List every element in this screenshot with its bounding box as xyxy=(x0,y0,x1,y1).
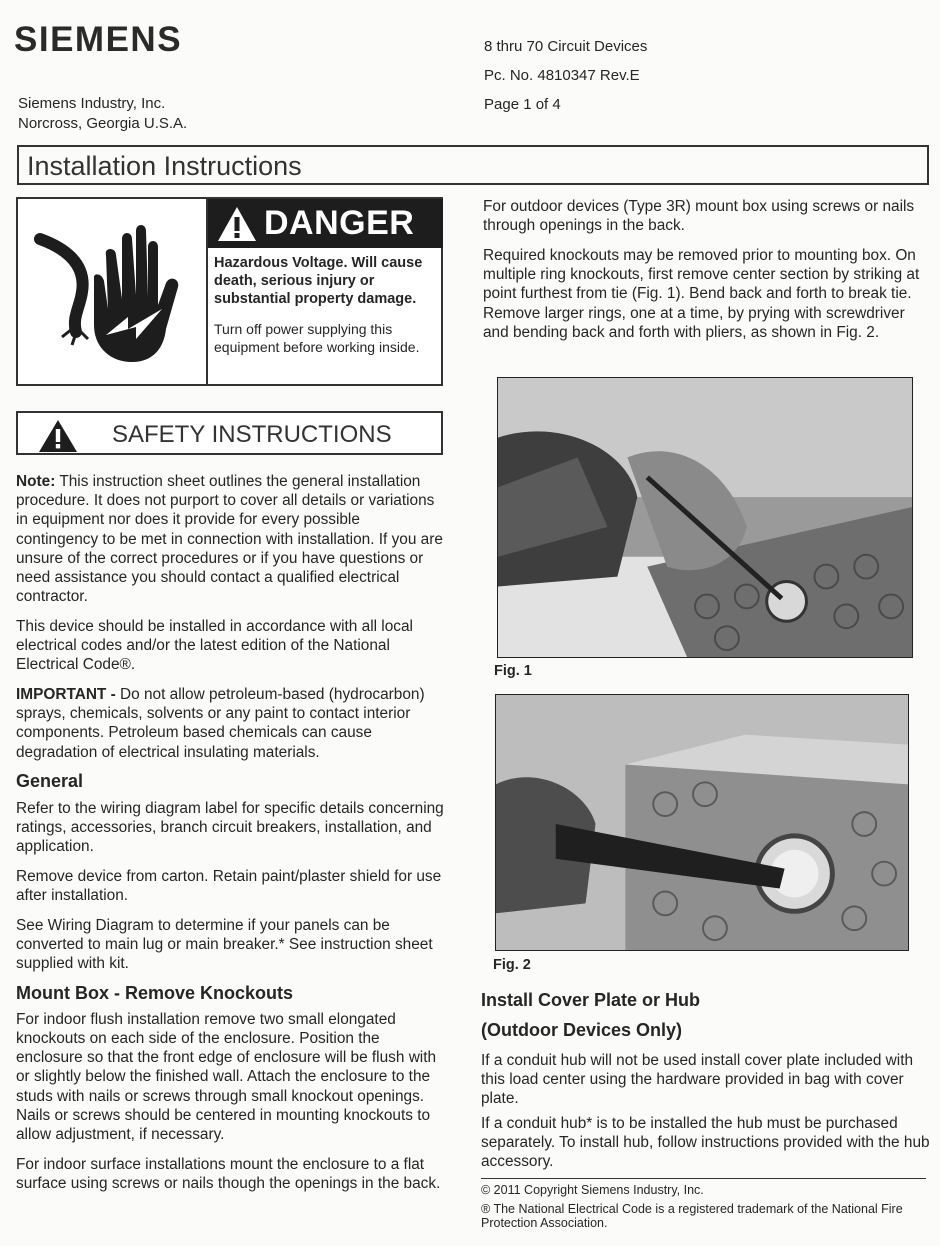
cover-plate-section xyxy=(481,985,936,1171)
note-label: Note: xyxy=(16,473,56,490)
warning-triangle-icon xyxy=(216,205,258,243)
cover-heading-1: Install Cover Plate or Hub xyxy=(481,990,701,1010)
cover-paragraph-2: If a conduit hub* is to be installed the hub must be purchased separately. To install hub, follow instructions provided with the hub accessory. xyxy=(481,1115,930,1170)
footer-divider xyxy=(481,1178,926,1179)
safety-label: SAFETY INSTRUCTIONS xyxy=(112,421,392,448)
figure-1-caption: Fig. 1 xyxy=(494,663,532,679)
important-text: Do not allow petroleum-based (hydrocarbon) sprays, chemicals, solvents or any paint to contact interior components. Petroleum based chemicals can cause degradation of electrical insulating materials. xyxy=(16,686,425,761)
right-column-intro xyxy=(483,197,933,352)
figure-2-caption: Fig. 2 xyxy=(493,957,531,973)
danger-word: DANGER xyxy=(264,204,415,242)
danger-panel xyxy=(206,199,443,384)
danger-instruction: Turn off power supplying this equipment before working inside. xyxy=(214,321,420,355)
figure-1-photo xyxy=(497,377,913,658)
note-paragraph xyxy=(16,472,446,606)
title-banner xyxy=(17,145,929,185)
outdoor-paragraph: For outdoor devices (Type 3R) mount box using screws or nails through openings in the back. xyxy=(483,198,915,235)
note-text: This instruction sheet outlines the general installation procedure. It does not purport to cover all details or variations in equipment nor does it provide for every possible contingency to be met in connection with installation. If you are unsure of the correct procedures or if you have questions or need assistance you should contact a qualified electrical contractor. xyxy=(16,473,443,606)
trademark-note: ® The National Electrical Code is a registered trademark of the National Fire Protection Association. xyxy=(481,1202,903,1230)
mount-paragraph-2: For indoor surface installations mount the enclosure to a flat surface using screws or nails though the openings in the back. xyxy=(16,1155,441,1192)
company-location: Norcross, Georgia U.S.A. xyxy=(18,115,188,132)
general-paragraph-2: Remove device from carton. Retain paint/plaster shield for use after installation. xyxy=(16,867,442,904)
page-number: Page 1 of 4 xyxy=(484,96,561,113)
figure-2-photo xyxy=(495,694,909,951)
company-name: Siemens Industry, Inc. xyxy=(18,95,166,112)
general-paragraph-1: Refer to the wiring diagram label for specific details concerning ratings, accessories, branch circuit breakers, installation, and application. xyxy=(16,799,444,855)
left-column xyxy=(16,472,446,1204)
general-paragraph-3: See Wiring Diagram to determine if your panels can be converted to main lug or main breaker.* See instruction sheet supplied with kit. xyxy=(16,916,433,972)
danger-box xyxy=(16,197,443,386)
company-address xyxy=(18,94,187,134)
document-title: 8 thru 70 Circuit Devices xyxy=(484,38,648,55)
cover-paragraph-1: If a conduit hub will not be used install cover plate included with this load center using the hardware provided in bag with cover plate. xyxy=(481,1052,914,1107)
danger-header xyxy=(208,199,443,248)
cover-heading-2: (Outdoor Devices Only) xyxy=(481,1020,683,1040)
mount-box-heading: Mount Box - Remove Knockouts xyxy=(16,982,294,1003)
warning-triangle-icon xyxy=(38,419,78,453)
siemens-logo: SIEMENS xyxy=(14,20,183,59)
important-paragraph xyxy=(16,685,446,762)
important-label: IMPORTANT - xyxy=(16,686,116,704)
document-info xyxy=(484,32,647,119)
part-number: Pc. No. 4810347 Rev.E xyxy=(484,67,640,84)
knockouts-paragraph: Required knockouts may be removed prior to mounting box. On multiple ring knockouts, first remove center section by striking at point furthest from tie (Fig. 1). Bend back and forth to break tie. Remove larger rings, one at a time, by prying with screwdriver and bending back and forth with pliers, as shown in Fig. 2. xyxy=(483,246,920,341)
danger-text xyxy=(208,248,443,356)
electric-shock-hand-icon xyxy=(32,217,192,367)
danger-warning: Hazardous Voltage. Will cause death, serious injury or substantial property damage. xyxy=(214,255,423,307)
page-title: Installation Instructions xyxy=(27,151,302,181)
copyright: © 2011 Copyright Siemens Industry, Inc. xyxy=(481,1183,704,1197)
mount-paragraph-1: For indoor flush installation remove two small elongated knockouts on each side of the enclosure. Position the enclosure so that the front edge of enclosure will be flush with or slightly below the finished wall. Attach the enclosure to the studs with nails or screws through small knockout openings. Nails or screws should be centered in mounting knockouts to allow adjustment, if necessary. xyxy=(16,1010,437,1144)
general-heading: General xyxy=(16,771,84,792)
footer xyxy=(481,1183,931,1235)
safety-banner xyxy=(16,411,443,455)
codes-paragraph: This device should be installed in accordance with all local electrical codes and/or the latest edition of the National Electrical Code®. xyxy=(16,617,413,674)
